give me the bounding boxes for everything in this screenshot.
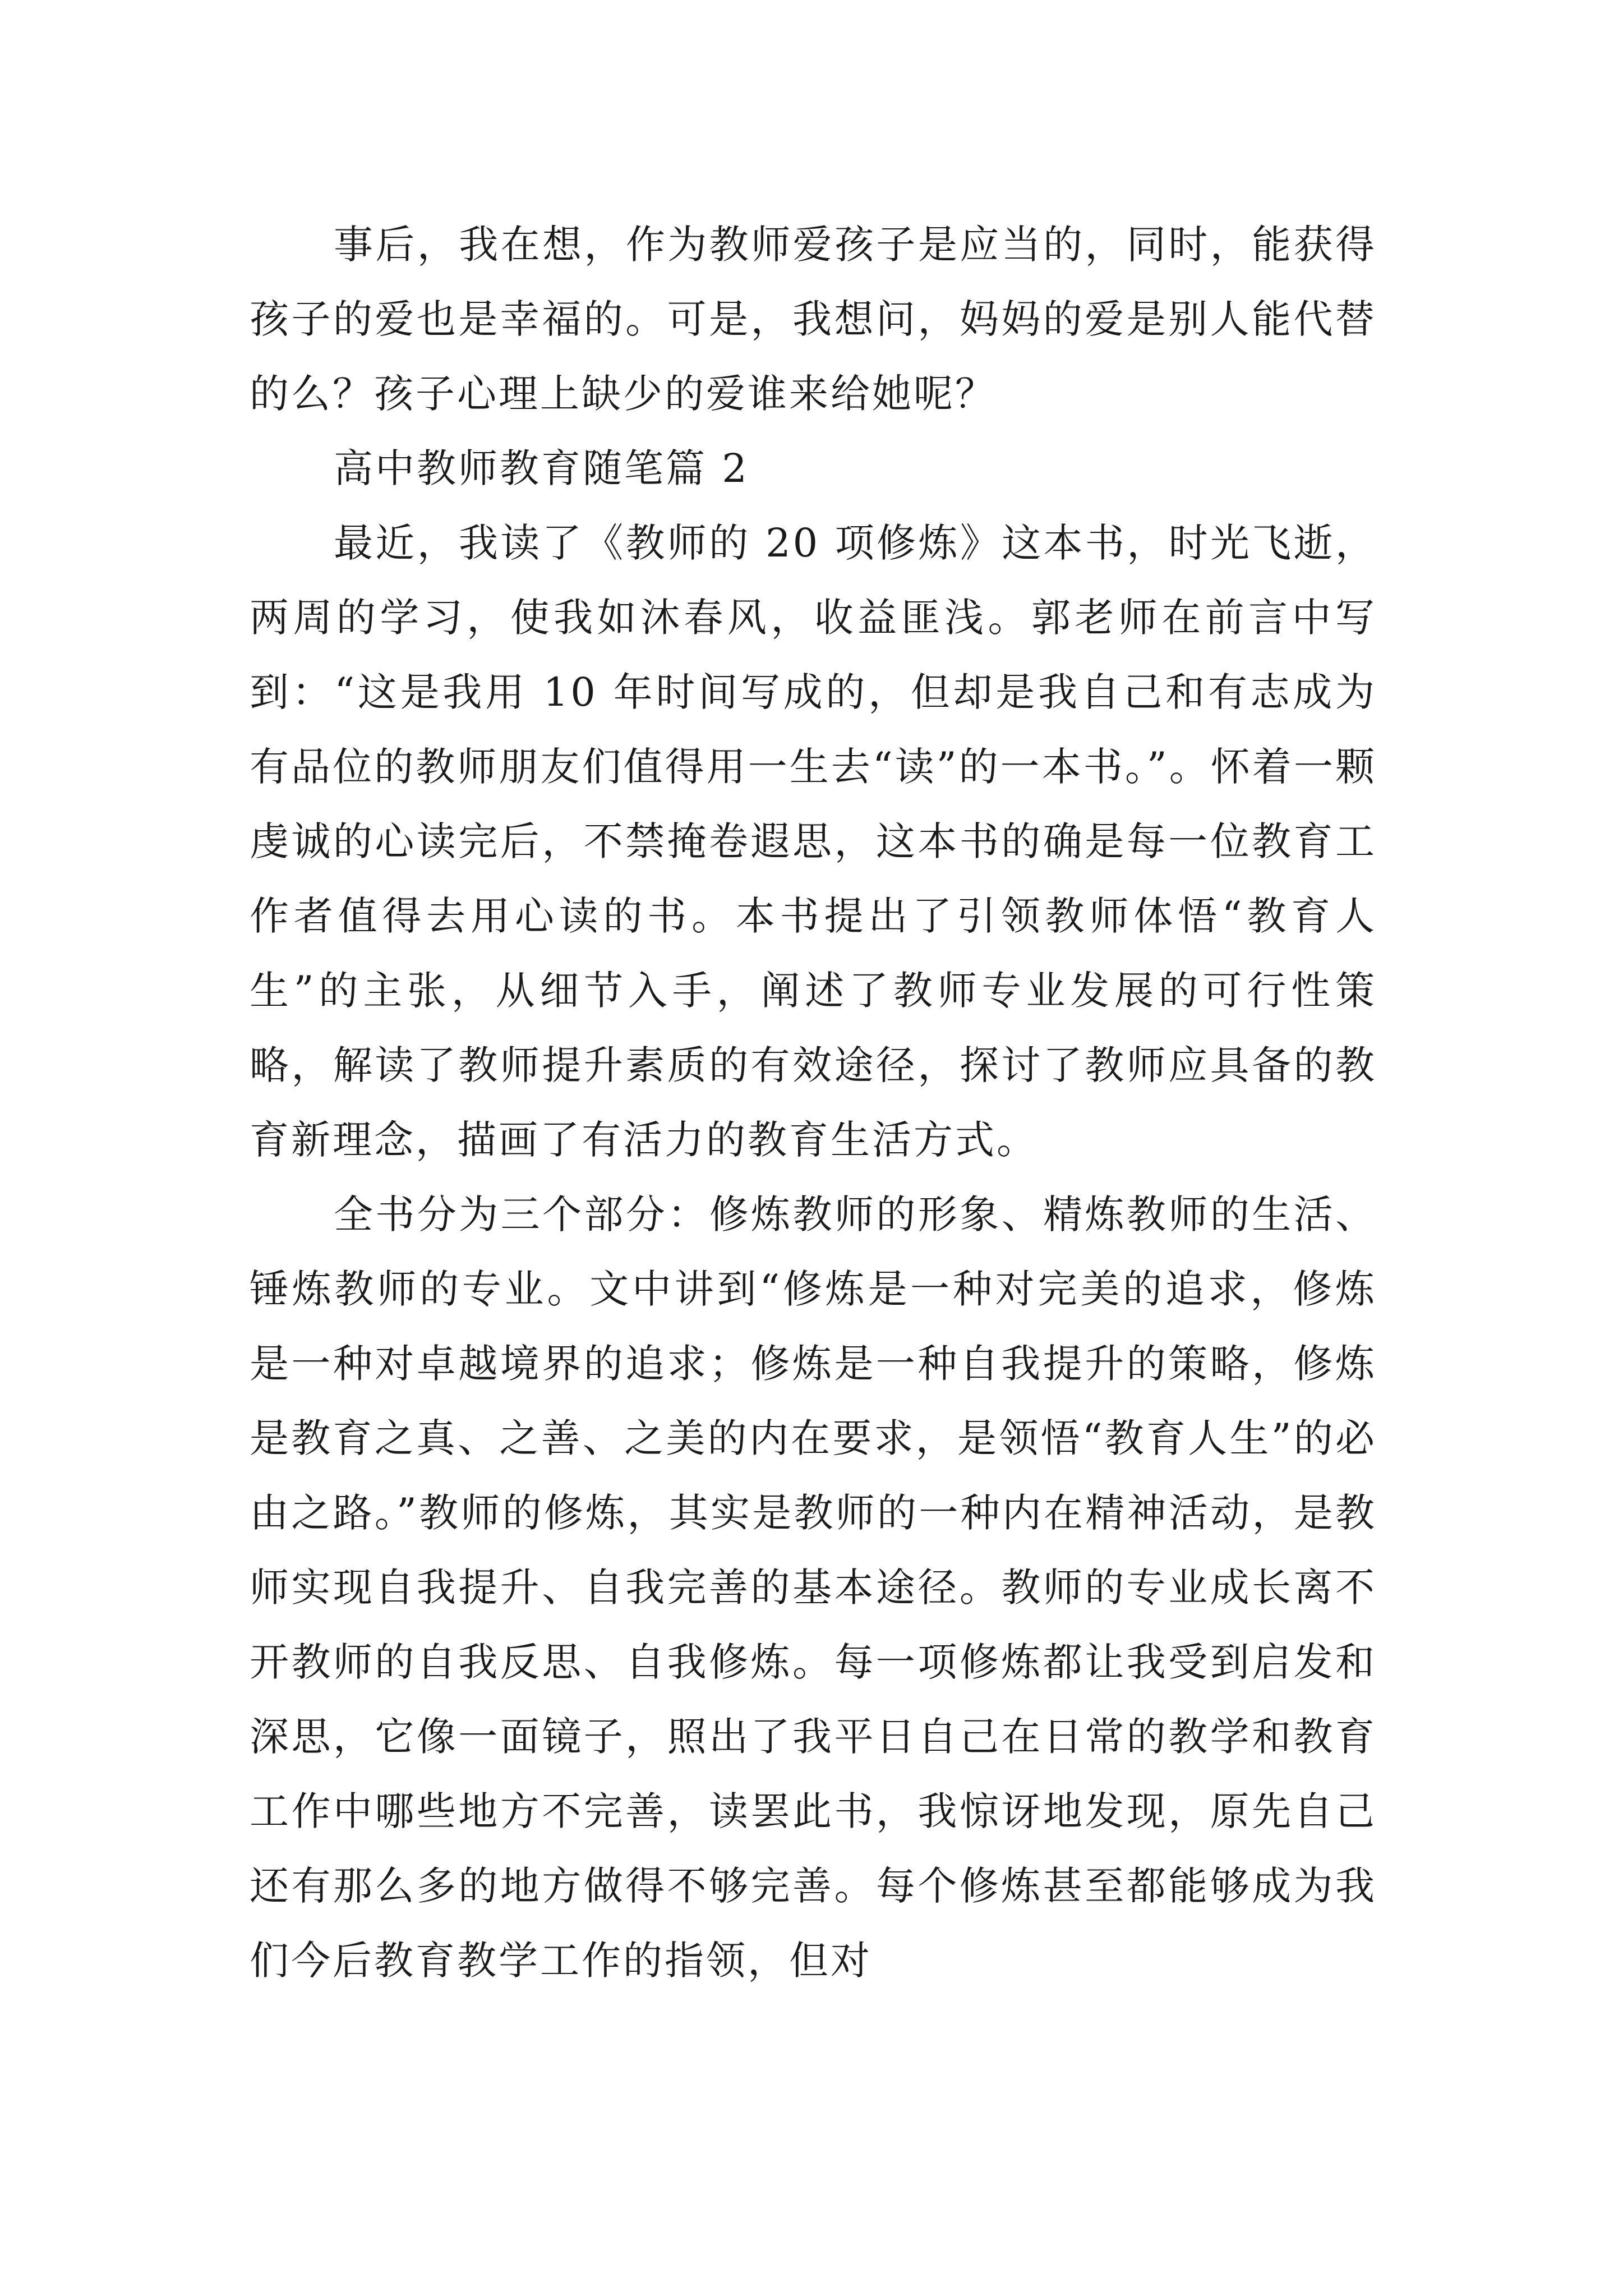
- paragraph-1: 事后，我在想，作为教师爱孩子是应当的，同时，能获得孩子的爱也是幸福的。可是，我想问，妈妈的爱是别人能代替的么？孩子心理上缺少的爱谁来给她呢？: [250, 222, 1377, 417]
- section-heading: 高中教师教育随笔篇 2: [334, 445, 749, 491]
- paragraph-3: 全书分为三个部分：修炼教师的形象、精炼教师的生活、锤炼教师的专业。文中讲到“修炼是一种对完美的追求，修炼是一种对卓越境界的追求；修炼是一种自我提升的策略，修炼是教育之真、之善、之美的内在要求，是领悟“教育人生”的必由之路。”教师的修炼，其实是教师的一种内在精神活动，是教师实现自我提升、自我完善的基本途径。教师的专业成长离不开教师的自我反思、自我修炼。每一项修炼都让我受到启发和深思，它像一面镜子，照出了我平日自己在日常的教学和教育工作中哪些地方不完善，读罢此书，我惊讶地发现，原先自己还有那么多的地方做得不够完善。每个修炼甚至都能够成为我们今后教育教学工作的指领，但对: [250, 1191, 1377, 1984]
- paragraph-2: 最近，我读了《教师的 20 项修炼》这本书，时光飞逝，两周的学习，使我如沐春风，收益匪浅。郭老师在前言中写到：“这是我用 10 年时间写成的，但却是我自己和有志成为有品位的教师朋友们值得用一生去“读”的一本书。”。怀着一颗虔诚的心读完后，不禁掩卷遐思，这本书的确是每一位教育工作者值得去用心读的书。本书提出了引领教师体悟“教育人生”的主张，从细节入手，阐述了教师专业发展的可行性策略，解读了教师提升素质的有效途径，探讨了教师应具备的教育新理念，描画了有活力的教育生活方式。: [250, 520, 1377, 1163]
- document-body: [250, 208, 1377, 1998]
